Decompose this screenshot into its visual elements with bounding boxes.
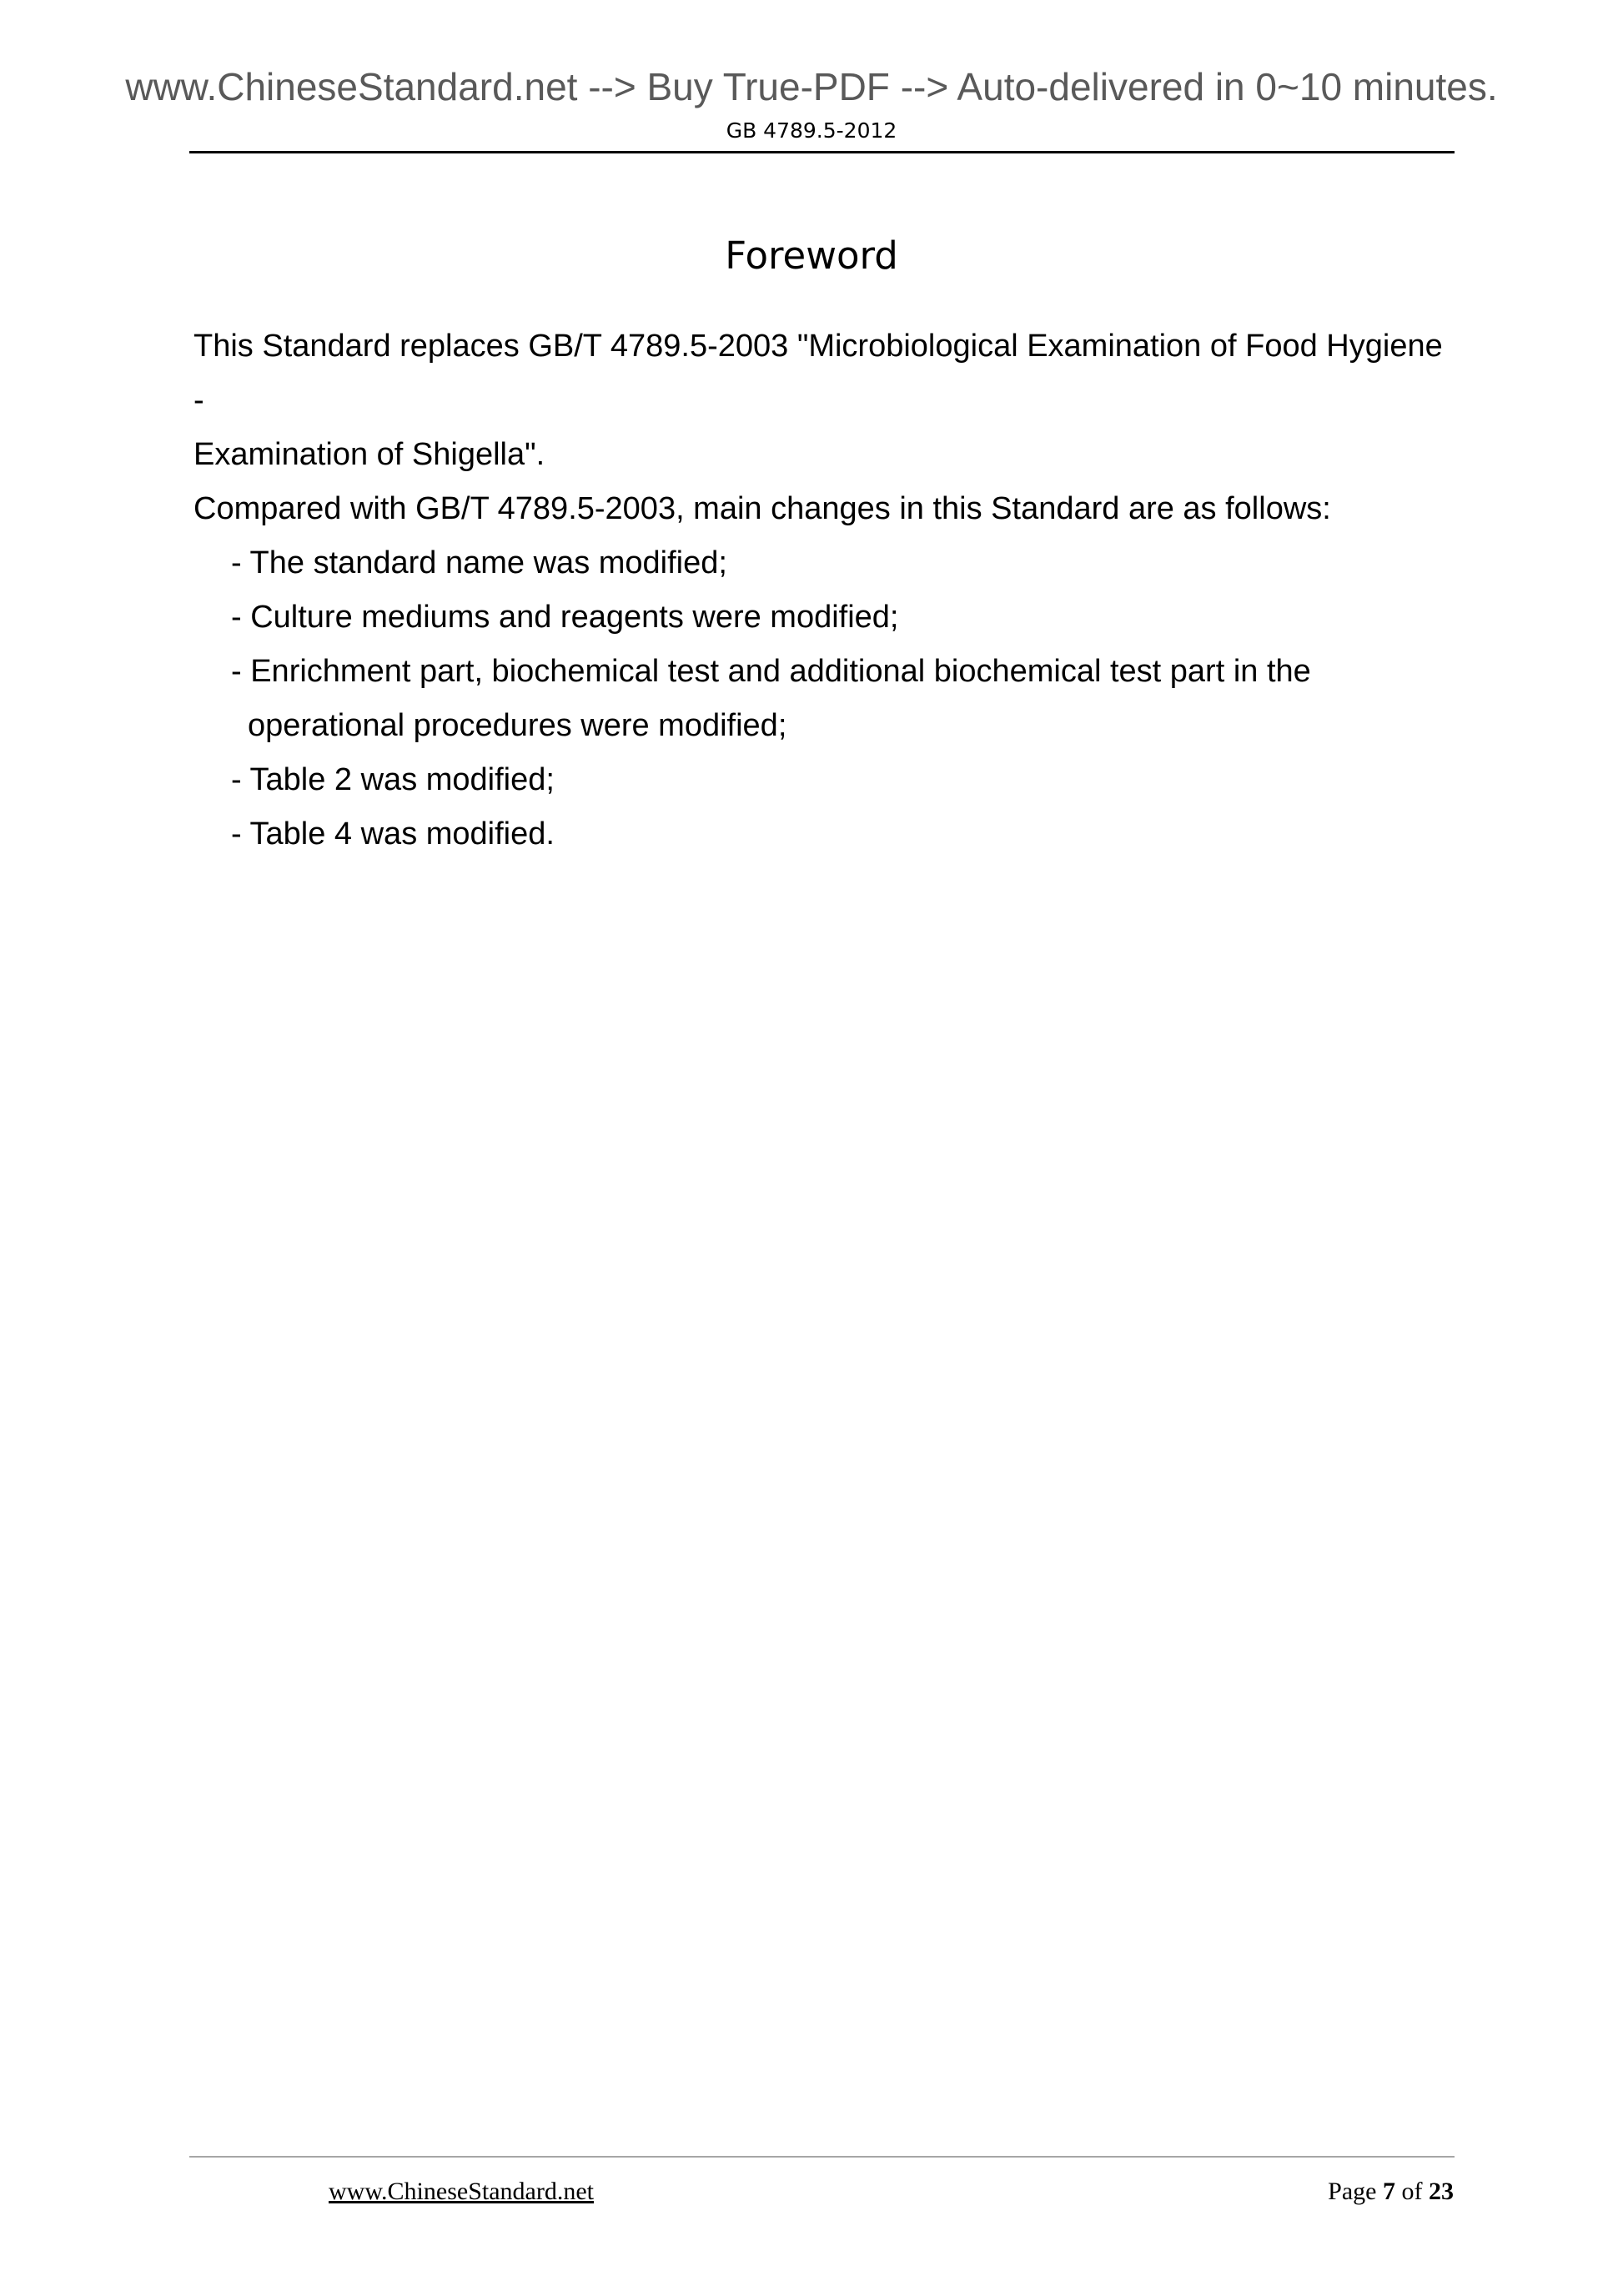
foreword-body bbox=[193, 319, 1461, 862]
page-total: 23 bbox=[1429, 2178, 1454, 2205]
list-item bbox=[193, 645, 1461, 753]
page-of: of bbox=[1395, 2178, 1429, 2205]
list-item bbox=[193, 590, 1461, 645]
list-item-text: - Table 2 was modified; bbox=[231, 762, 555, 797]
list-item-text: - Enrichment part, biochemical test and additional biochemical test part in the bbox=[231, 654, 1311, 689]
changes-list bbox=[193, 536, 1461, 862]
list-item-text: - Culture mediums and reagents were modified; bbox=[231, 600, 899, 635]
footer-divider bbox=[189, 2156, 1455, 2158]
page-prefix: Page bbox=[1328, 2178, 1383, 2205]
standard-code: GB 4789.5-2012 bbox=[726, 118, 897, 143]
page-number bbox=[1328, 2175, 1454, 2208]
intro-paragraph-line-1: This Standard replaces GB/T 4789.5-2003 "Microbiological Examination of Food Hygiene - bbox=[193, 329, 1443, 418]
list-item-continuation: operational procedures were modified; bbox=[248, 708, 787, 743]
list-item bbox=[193, 753, 1461, 807]
page-title: Foreword bbox=[725, 234, 898, 278]
list-item-text: - The standard name was modified; bbox=[231, 545, 727, 580]
list-item bbox=[193, 807, 1461, 862]
footer-site-link[interactable]: www.ChineseStandard.net bbox=[329, 2178, 594, 2205]
intro-paragraph-line-2: Examination of Shigella". bbox=[193, 437, 545, 472]
page-current: 7 bbox=[1383, 2178, 1395, 2205]
list-item-text: - Table 4 was modified. bbox=[231, 816, 555, 852]
header-banner: www.ChineseStandard.net --> Buy True-PDF --> Auto-delivered in 0~10 minutes. bbox=[125, 65, 1498, 108]
comparison-paragraph: Compared with GB/T 4789.5-2003, main changes in this Standard are as follows: bbox=[193, 491, 1331, 526]
header-divider bbox=[189, 151, 1455, 153]
list-item bbox=[193, 536, 1461, 590]
